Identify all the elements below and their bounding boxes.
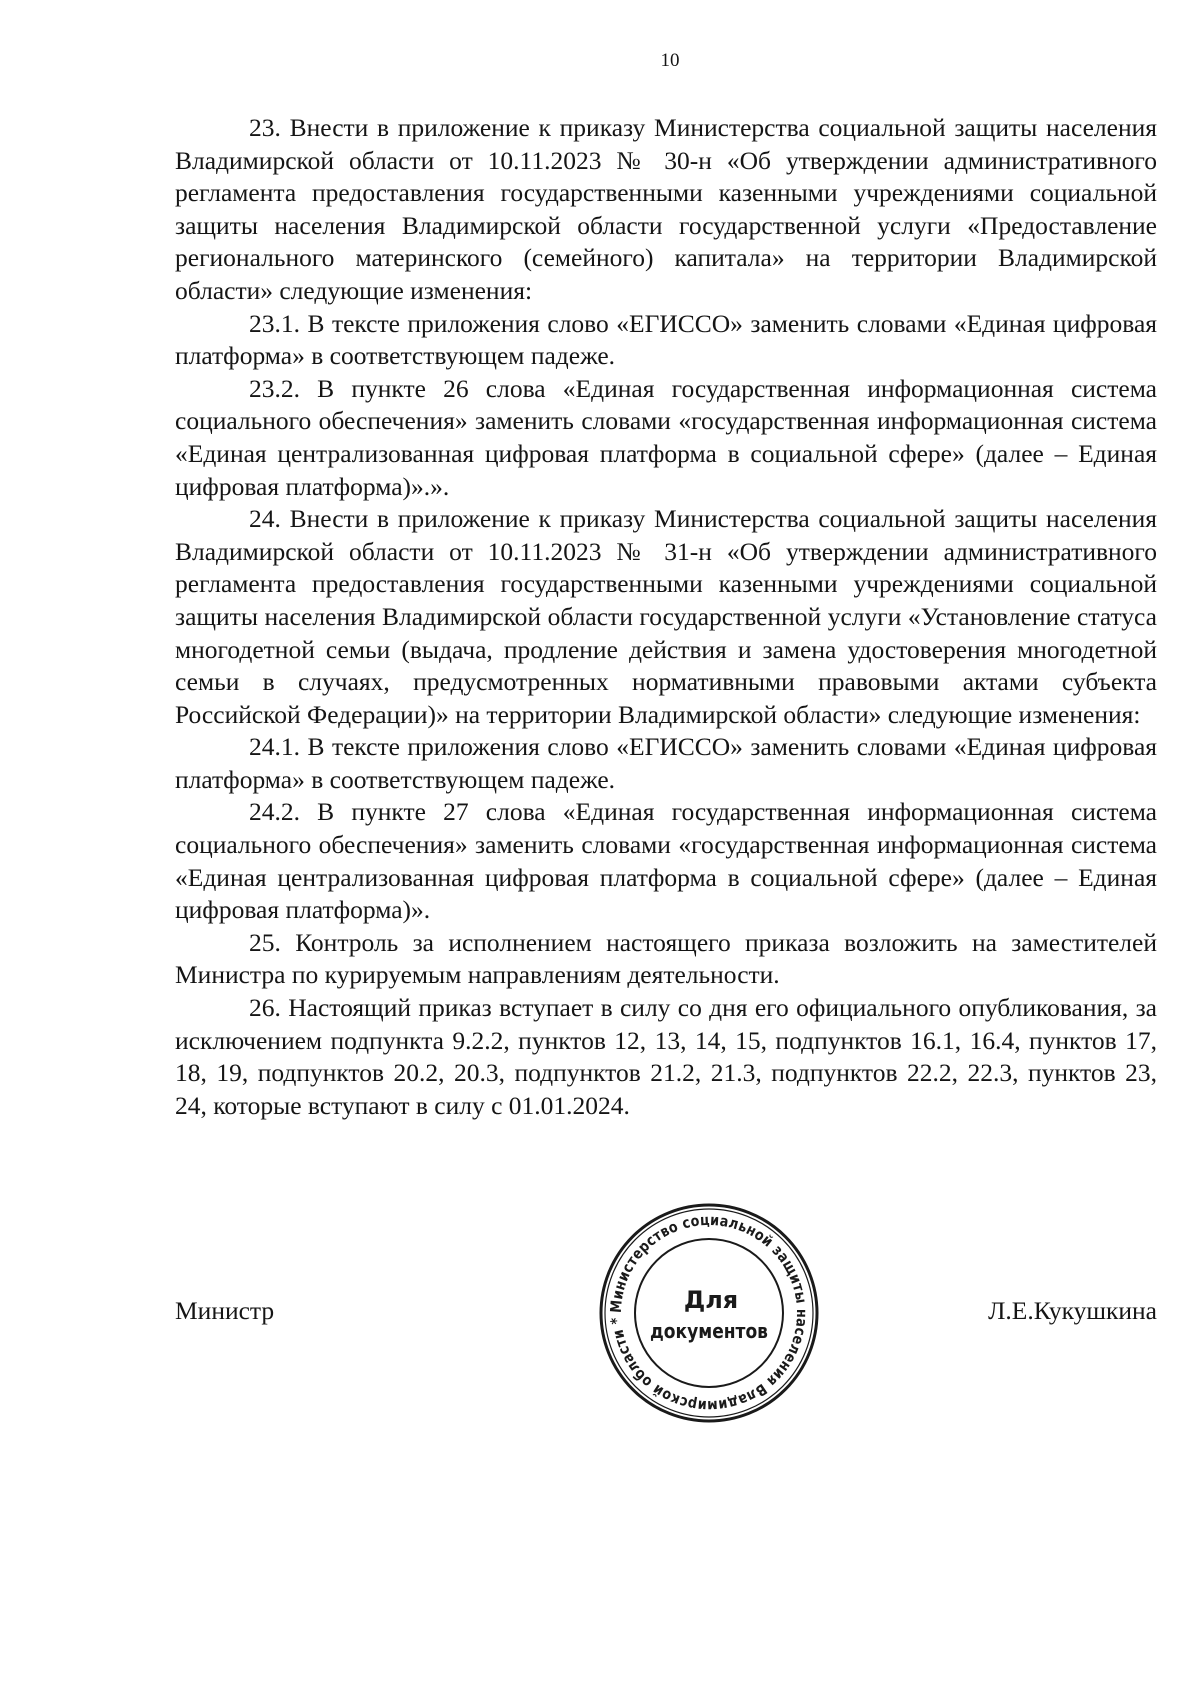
page-number: 10 <box>660 50 680 71</box>
stamp-ring-text: Министерство социальной защиты населения Владимирской области * <box>606 1210 812 1416</box>
signer-name: Л.Е.Кукушкина <box>988 1296 1157 1325</box>
paragraph-24: 24. Внести в приложение к приказу Министерства социальной защиты населения Владимирской области от 10.11.2023 № 31-н «Об утверждении административного регламента предоставления государственными казенными учреждениями социальной защиты населения Владимирской области государственной услуги «Установление статуса многодетной семьи (выдача, продление действия и замена удостоверения многодетной семьи в случаях, предусмотренных нормативными правовыми актами субъекта Российской Федерации)» на территории Владимирской области» следующие изменения: <box>175 504 1157 729</box>
paragraph-24-1: 24.1. В тексте приложения слово «ЕГИССО» заменить словами «Единая цифровая платформа» в соответствующем падеже. <box>175 732 1157 794</box>
paragraph-23-1: 23.1. В тексте приложения слово «ЕГИССО» заменить словами «Единая цифровая платформа» в соответствующем падеже. <box>175 308 1157 371</box>
stamp-center-line-2: документов <box>650 1319 768 1343</box>
paragraph-23: 23. Внести в приложение к приказу Министерства социальной защиты населения Владимирской области от 10.11.2023 № 30-н «Об утверждении административного регламента предоставления государственными казенными учреждениями социальной защиты населения Владимирской области государственной услуги «Предоставление регионального материнского (семейного) капитала» на территории Владимирской области» следующие изменения: <box>175 113 1157 305</box>
paragraph-26: 26. Настоящий приказ вступает в силу со дня его официального опубликования, за исключением подпункта 9.2.2, пунктов 12, 13, 14, 15, подпунктов 16.1, 16.4, пунктов 17, 18, 19, подпунктов 20.2, 20.3, подпунктов 21.2, 21.3, подпунктов 22.2, 22.3, пунктов 23, 24, которые вступают в силу с 01.01.2024. <box>175 993 1157 1120</box>
document-body <box>175 112 1157 1122</box>
stamp-center-line-1: Для <box>683 1286 739 1314</box>
stamp-seal <box>598 1202 820 1424</box>
paragraph-23-2: 23.2. В пункте 26 слова «Единая государственная информационная система социального обеспечения» заменить словами «государственная информационная система «Единая централизованная цифровая платформа в социальной сфере» (далее – Единая цифровая платформа)».». <box>175 373 1157 501</box>
official-stamp <box>598 1202 820 1424</box>
signer-title: Министр <box>175 1296 275 1325</box>
paragraph-24-2: 24.2. В пункте 27 слова «Единая государственная информационная система социального обеспечения» заменить словами «государственная информационная система «Единая централизованная цифровая платформа в социальной сфере» (далее – Единая цифровая платформа)». <box>175 797 1157 925</box>
paragraph-25: 25. Контроль за исполнением настоящего приказа возложить на заместителей Министра по курируемым направлениям деятельности. <box>175 927 1157 990</box>
